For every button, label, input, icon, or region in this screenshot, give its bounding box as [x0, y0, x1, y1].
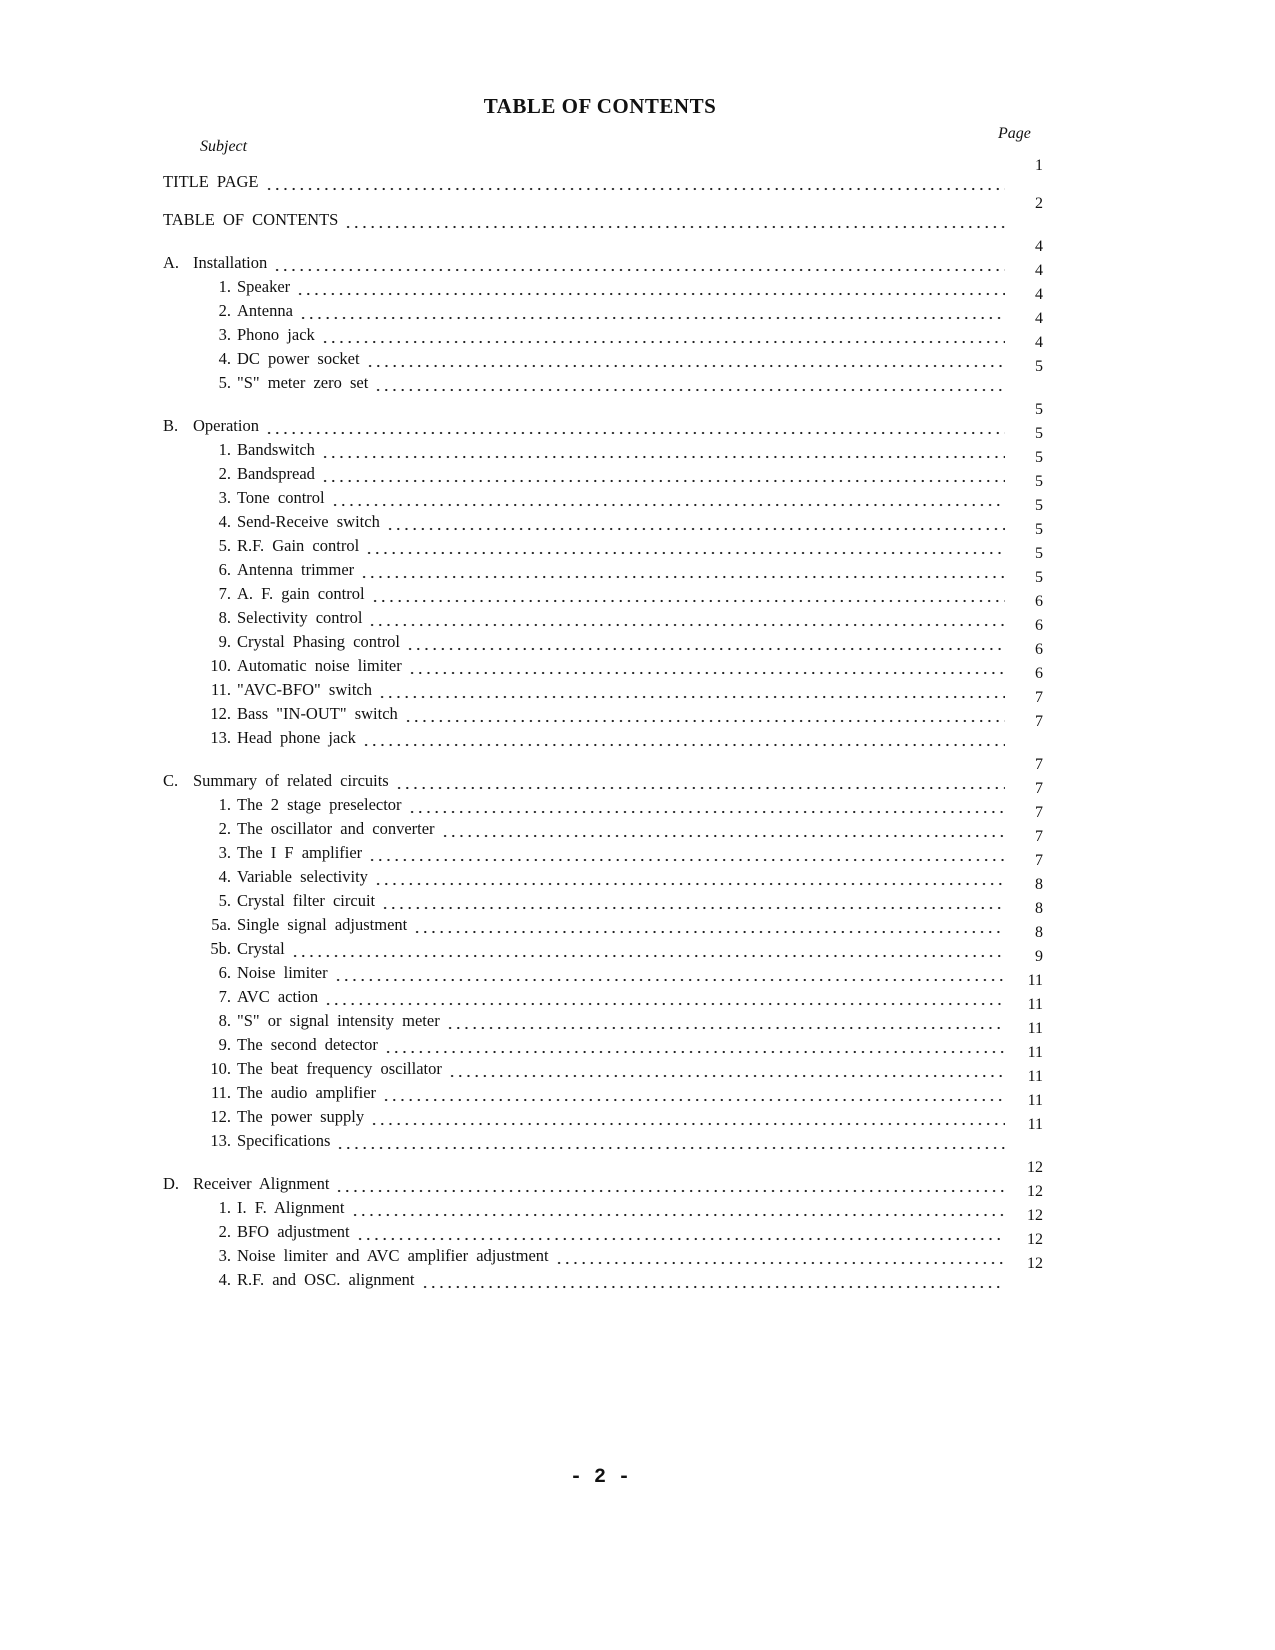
item-title: The oscillator and converter: [237, 819, 435, 838]
item-title: Variable selectivity: [237, 867, 368, 886]
subject-column-label: Subject: [200, 138, 248, 155]
item-page: 7: [1035, 713, 1043, 730]
item-number: 8.: [218, 1011, 231, 1030]
dot-leader: [368, 843, 1005, 863]
item-number: 1.: [218, 440, 231, 459]
item-number: 2.: [218, 1222, 231, 1241]
item-title: Antenna trimmer: [237, 560, 355, 579]
entry-page: 1: [1035, 157, 1043, 174]
item-page: 11: [1027, 1020, 1043, 1037]
item-title: Speaker: [237, 277, 291, 296]
item-page: 5: [1035, 449, 1043, 466]
item-number: 7.: [218, 584, 231, 603]
dot-leader: [324, 987, 1005, 1007]
item-title: A. F. gain control: [237, 584, 365, 603]
item-number: 8.: [218, 608, 231, 627]
dot-leader: [446, 1011, 1005, 1031]
item-page: 5: [1035, 521, 1043, 538]
toc-list: [163, 157, 1043, 1290]
item-page: 12: [1027, 1207, 1043, 1224]
item-title: Tone control: [237, 488, 325, 507]
item-page: 5: [1035, 545, 1043, 562]
item-number: 1.: [218, 277, 231, 296]
item-title: Phono jack: [237, 325, 315, 344]
item-page: 9: [1035, 948, 1043, 965]
item-title: The 2 stage preselector: [237, 795, 402, 814]
page-title: TABLE OF CONTENTS: [483, 94, 717, 118]
item-number: 10.: [210, 656, 231, 675]
item-page: 6: [1035, 593, 1043, 610]
dot-leader: [296, 277, 1005, 297]
dot-leader: [334, 963, 1005, 983]
entry-title: TITLE PAGE: [163, 172, 259, 191]
dot-leader: [421, 1270, 1005, 1290]
item-title: Specifications: [237, 1131, 331, 1150]
toc-section: [163, 238, 1043, 273]
section-page: 4: [1035, 238, 1043, 255]
item-number: 12.: [210, 704, 231, 723]
item-number: 3.: [218, 1246, 231, 1265]
page-number-footer: - 2 -: [569, 1466, 630, 1489]
item-page: 11: [1027, 972, 1043, 989]
dot-leader: [273, 253, 1005, 273]
item-title: BFO adjustment: [237, 1222, 350, 1241]
entry-title: TABLE OF CONTENTS: [163, 210, 339, 229]
item-title: Antenna: [237, 301, 293, 320]
item-number: 11.: [210, 1083, 231, 1102]
item-number: 2.: [218, 464, 231, 483]
item-page: 5: [1035, 569, 1043, 586]
item-number: 11.: [210, 680, 231, 699]
item-page: 5: [1035, 358, 1043, 375]
section-letter: B.: [163, 416, 179, 435]
item-page: 11: [1027, 1116, 1043, 1133]
dot-leader: [381, 891, 1005, 911]
dot-leader: [404, 704, 1005, 724]
dot-leader: [386, 512, 1005, 532]
item-title: Crystal: [237, 939, 285, 958]
item-title: "S" or signal intensity meter: [237, 1011, 440, 1030]
dot-leader: [408, 795, 1005, 815]
item-page: 12: [1027, 1255, 1043, 1272]
toc-section: [163, 401, 1043, 436]
item-title: The audio amplifier: [237, 1083, 377, 1102]
dot-leader: [371, 584, 1005, 604]
item-number: 6.: [218, 560, 231, 579]
item-page: 12: [1027, 1231, 1043, 1248]
item-title: DC power socket: [237, 349, 360, 368]
item-title: Noise limiter and AVC amplifier adjustment: [237, 1246, 549, 1265]
item-title: AVC action: [237, 987, 319, 1006]
item-number: 6.: [218, 963, 231, 982]
item-page: 4: [1035, 310, 1043, 327]
item-page: 4: [1035, 286, 1043, 303]
dot-leader: [384, 1035, 1005, 1055]
dot-leader: [299, 301, 1005, 321]
section-title: Receiver Alignment: [193, 1174, 330, 1193]
item-number: 9.: [218, 632, 231, 651]
dot-leader: [374, 373, 1005, 393]
item-title: Single signal adjustment: [237, 915, 408, 934]
dot-leader: [395, 771, 1005, 791]
item-title: Head phone jack: [237, 728, 356, 747]
item-number: 3.: [218, 488, 231, 507]
section-page: 12: [1027, 1159, 1043, 1176]
dot-leader: [321, 440, 1005, 460]
dot-leader: [331, 488, 1005, 508]
item-page: 7: [1035, 828, 1043, 845]
dot-leader: [413, 915, 1005, 935]
item-number: 4.: [218, 349, 231, 368]
item-title: "AVC-BFO" switch: [237, 680, 372, 699]
dot-leader: [382, 1083, 1005, 1103]
section-letter: D.: [163, 1174, 180, 1193]
item-number: 4.: [218, 867, 231, 886]
dot-leader: [321, 325, 1005, 345]
item-number: 5.: [218, 891, 231, 910]
item-title: R.F. Gain control: [237, 536, 360, 555]
item-page: 11: [1027, 1068, 1043, 1085]
item-title: Crystal filter circuit: [237, 891, 376, 910]
item-title: Bandswitch: [237, 440, 315, 459]
item-title: The second detector: [237, 1035, 378, 1054]
dot-leader: [365, 536, 1005, 556]
section-title: Installation: [193, 253, 268, 272]
item-page: 5: [1035, 473, 1043, 490]
item-number: 5.: [218, 373, 231, 392]
toc-section: [163, 1159, 1043, 1194]
item-title: Selectivity control: [237, 608, 363, 627]
dot-leader: [335, 1174, 1005, 1194]
dot-leader: [351, 1198, 1005, 1218]
dot-leader: [362, 728, 1005, 748]
section-page: 7: [1035, 756, 1043, 773]
dot-leader: [356, 1222, 1005, 1242]
item-page: 11: [1027, 996, 1043, 1013]
item-page: 5: [1035, 497, 1043, 514]
item-number: 3.: [218, 843, 231, 862]
dot-leader: [370, 1107, 1005, 1127]
item-page: 5: [1035, 425, 1043, 442]
item-page: 7: [1035, 852, 1043, 869]
item-number: 1.: [218, 1198, 231, 1217]
toc-entry: [163, 157, 1043, 192]
item-number: 13.: [210, 728, 231, 747]
item-number: 1.: [218, 795, 231, 814]
item-page: 7: [1035, 780, 1043, 797]
dot-leader: [408, 656, 1005, 676]
item-page: 8: [1035, 876, 1043, 893]
entry-page: 2: [1035, 195, 1043, 212]
item-title: Noise limiter: [237, 963, 328, 982]
section-letter: C.: [163, 771, 179, 790]
item-number: 4.: [218, 512, 231, 531]
dot-leader: [336, 1131, 1005, 1151]
item-title: Bass "IN-OUT" switch: [237, 704, 398, 723]
toc-entry: [163, 195, 1043, 230]
item-page: 6: [1035, 641, 1043, 658]
dot-leader: [265, 172, 1005, 192]
dot-leader: [374, 867, 1005, 887]
item-title: The I F amplifier: [237, 843, 363, 862]
item-number: 2.: [218, 819, 231, 838]
section-title: Summary of related circuits: [193, 771, 389, 790]
item-page: 11: [1027, 1092, 1043, 1109]
dot-leader: [555, 1246, 1005, 1266]
item-number: 5b.: [210, 939, 231, 958]
dot-leader: [368, 608, 1005, 628]
dot-leader: [406, 632, 1005, 652]
section-page: 5: [1035, 401, 1043, 418]
section-title: Operation: [193, 416, 259, 435]
item-title: Automatic noise limiter: [237, 656, 402, 675]
toc-section: [163, 756, 1043, 791]
item-number: 4.: [218, 1270, 231, 1289]
item-page: 7: [1035, 689, 1043, 706]
dot-leader: [344, 210, 1005, 230]
item-title: The power supply: [237, 1107, 365, 1126]
dot-leader: [291, 939, 1005, 959]
dot-leader: [448, 1059, 1005, 1079]
section-letter: A.: [163, 253, 180, 272]
dot-leader: [360, 560, 1005, 580]
item-page: 12: [1027, 1183, 1043, 1200]
item-number: 2.: [218, 301, 231, 320]
item-title: I. F. Alignment: [237, 1198, 345, 1217]
item-title: Bandspread: [237, 464, 315, 483]
item-number: 5a.: [211, 915, 231, 934]
dot-leader: [378, 680, 1005, 700]
item-page: 4: [1035, 334, 1043, 351]
dot-leader: [366, 349, 1005, 369]
item-page: 11: [1027, 1044, 1043, 1061]
item-number: 9.: [218, 1035, 231, 1054]
dot-leader: [321, 464, 1005, 484]
item-page: 4: [1035, 262, 1043, 279]
dot-leader: [441, 819, 1005, 839]
item-number: 7.: [218, 987, 231, 1006]
item-number: 12.: [210, 1107, 231, 1126]
item-title: The beat frequency oscillator: [237, 1059, 442, 1078]
item-number: 5.: [218, 536, 231, 555]
item-page: 8: [1035, 900, 1043, 917]
item-page: 6: [1035, 617, 1043, 634]
item-title: Crystal Phasing control: [237, 632, 400, 651]
page-column-label: Page: [998, 125, 1031, 142]
dot-leader: [265, 416, 1005, 436]
item-number: 3.: [218, 325, 231, 344]
item-page: 7: [1035, 804, 1043, 821]
item-page: 8: [1035, 924, 1043, 941]
item-page: 6: [1035, 665, 1043, 682]
item-title: Send-Receive switch: [237, 512, 380, 531]
item-title: R.F. and OSC. alignment: [237, 1270, 415, 1289]
item-title: "S" meter zero set: [237, 373, 369, 392]
item-number: 13.: [210, 1131, 231, 1150]
item-number: 10.: [210, 1059, 231, 1078]
